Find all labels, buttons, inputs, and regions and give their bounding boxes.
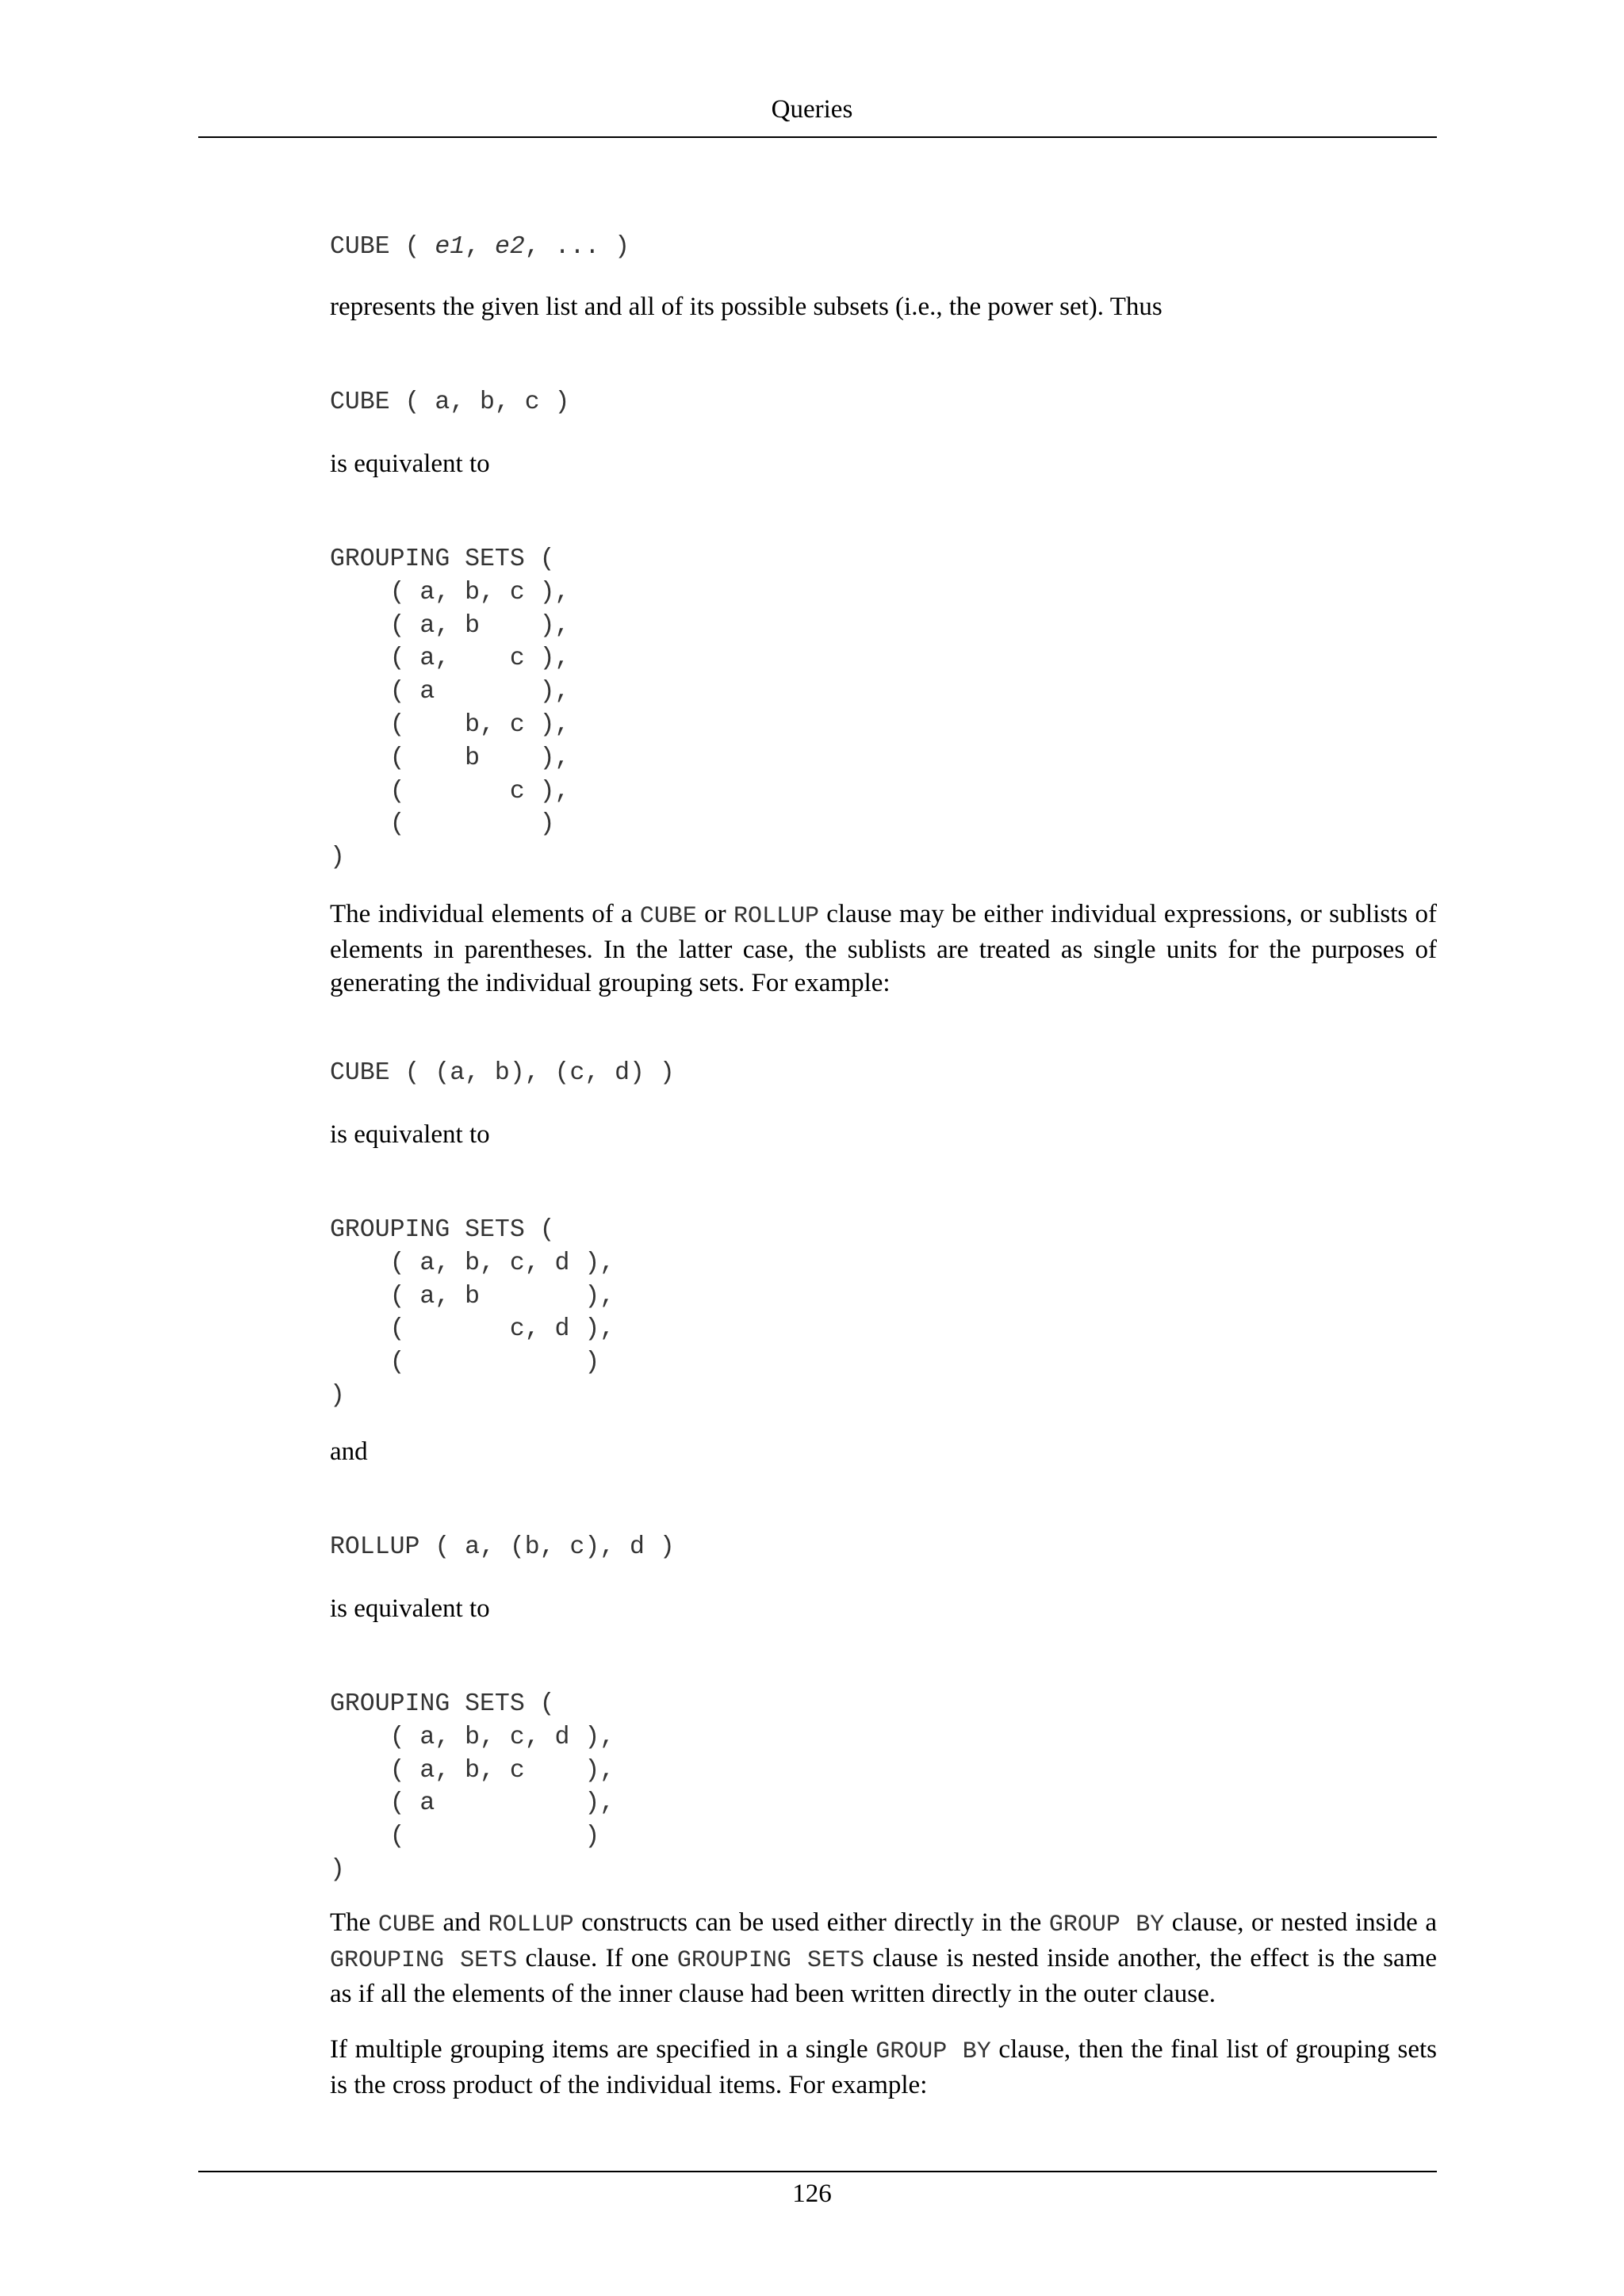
code-cube-abc: CUBE ( a, b, c )	[330, 388, 570, 416]
code-param-e1: e1	[435, 233, 465, 261]
para-power-set: represents the given list and all of its possible subsets (i.e., the power set). Thus	[330, 293, 1162, 321]
code-grouping-sets-3: GROUPING SETS ( ( a, b, c, d ), ( a, b, c ), ( a ), ( ) )	[330, 1690, 615, 1884]
code-grouping-sets-2: GROUPING SETS ( ( a, b, c, d ), ( a, b ), ( c, d ), ( ) )	[330, 1216, 615, 1410]
running-header: Queries	[771, 95, 853, 124]
para-equivalent-1: is equivalent to	[330, 450, 490, 478]
page-number: 126	[792, 2179, 832, 2208]
code-cube-syntax: CUBE ( e1, e2, ... )	[330, 233, 630, 261]
para-and: and	[330, 1437, 368, 1466]
inline-code-group-by: GROUP BY	[1048, 1911, 1165, 1938]
inline-code-cube: CUBE	[639, 903, 697, 930]
para-constructs: The CUBE and ROLLUP constructs can be used either directly in the GROUP BY clause, or nested inside a GROUPING SETS clause. If one GROUPING SETS clause is nested inside another, the effect is the same as if all the elements of the inner clause had been written directly in the outer clause.	[330, 1908, 1438, 2008]
inline-code-cube: CUBE	[377, 1911, 435, 1938]
inline-code-group-by: GROUP BY	[875, 2038, 991, 2065]
para-equivalent-2: is equivalent to	[330, 1120, 490, 1149]
code-param-e2: e2	[494, 233, 525, 261]
para-multiple-grouping: If multiple grouping items are specified in a single GROUP BY clause, then the final list of grouping sets is the cross product of the individual items. For example:	[330, 2035, 1437, 2099]
para-individual-elements: The individual elements of a CUBE or ROLLUP clause may be either individual expressions, or sublists of elements in parentheses. In the latter case, the sublists are treated as single units for the purposes of generating the individual grouping sets. For example:	[330, 900, 1437, 997]
code-rollup: ROLLUP ( a, (b, c), d )	[330, 1533, 675, 1561]
inline-code-grouping-sets: GROUPING SETS	[676, 1946, 865, 1974]
inline-code-rollup: ROLLUP	[733, 903, 819, 930]
footer-rule	[198, 2171, 1437, 2172]
code-cube-pairs: CUBE ( (a, b), (c, d) )	[330, 1059, 675, 1087]
header-rule	[198, 136, 1437, 138]
code-grouping-sets-1: GROUPING SETS ( ( a, b, c ), ( a, b ), ( a, c ), ( a ), ( b, c ), ( b ), ( c ), ( ) )	[330, 545, 570, 872]
inline-code-rollup: ROLLUP	[488, 1911, 574, 1938]
para-equivalent-3: is equivalent to	[330, 1594, 490, 1623]
inline-code-grouping-sets: GROUPING SETS	[330, 1946, 518, 1974]
